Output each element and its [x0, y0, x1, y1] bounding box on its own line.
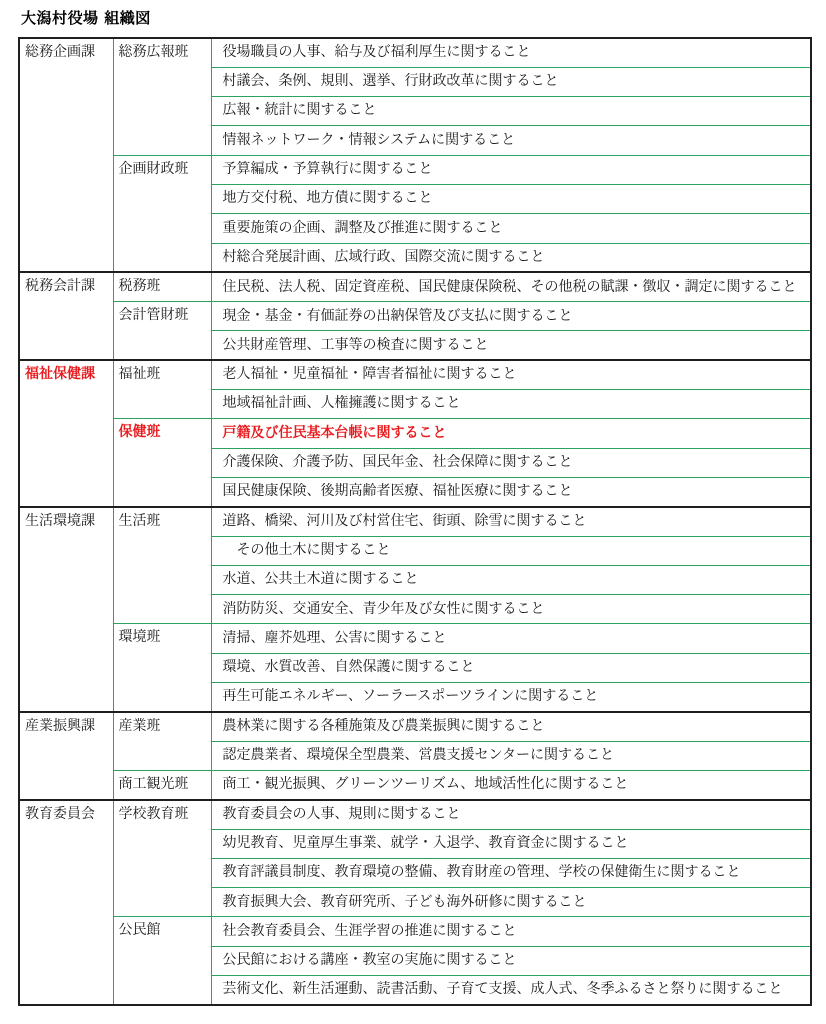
department-cell: 福祉保健課 [19, 360, 113, 506]
duty-cell: 情報ネットワーク・情報システムに関すること [211, 126, 811, 155]
section-cell: 総務広報班 [113, 38, 211, 155]
section-cell: 学校教育班 [113, 800, 211, 917]
section-cell: 生活班 [113, 507, 211, 624]
duty-cell: 環境、水質改善、自然保護に関すること [211, 653, 811, 682]
duty-cell: 住民税、法人税、固定資産税、国民健康保険税、その他税の賦課・徴収・調定に関すること [211, 272, 811, 301]
duty-cell: 清掃、塵芥処理、公害に関すること [211, 624, 811, 653]
section-cell: 企画財政班 [113, 155, 211, 272]
section-cell: 産業班 [113, 712, 211, 771]
duty-cell: 重要施策の企画、調整及び推進に関すること [211, 214, 811, 243]
section-cell: 環境班 [113, 624, 211, 712]
duty-cell: 介護保険、介護予防、国民年金、社会保障に関すること [211, 448, 811, 477]
page-title: 大潟村役場 組織図 [21, 9, 151, 27]
department-cell: 産業振興課 [19, 712, 113, 800]
duty-cell: 地方交付税、地方債に関すること [211, 184, 811, 213]
section-cell: 会計管財班 [113, 302, 211, 361]
duty-cell: 教育委員会の人事、規則に関すること [211, 800, 811, 829]
duty-cell: 村議会、条例、規則、選挙、行財政改革に関すること [211, 67, 811, 96]
department-cell: 税務会計課 [19, 272, 113, 360]
duty-cell: 社会教育委員会、生涯学習の推進に関すること [211, 917, 811, 946]
duty-cell: 現金・基金・有価証券の出納保管及び支払に関すること [211, 302, 811, 331]
table-row [19, 800, 811, 829]
section-cell: 福祉班 [113, 360, 211, 419]
duty-cell: 水道、公共土木道に関すること [211, 565, 811, 594]
table-row [19, 419, 811, 448]
duty-cell: 道路、橋梁、河川及び村営住宅、街頭、除雪に関すること [211, 507, 811, 536]
duty-cell: 戸籍及び住民基本台帳に関すること [211, 419, 811, 448]
org-chart-table [18, 37, 812, 1006]
duty-cell: 広報・統計に関すること [211, 97, 811, 126]
table-row [19, 38, 811, 67]
duty-cell: 役場職員の人事、給与及び福利厚生に関すること [211, 38, 811, 67]
duty-cell: 老人福祉・児童福祉・障害者福祉に関すること [211, 360, 811, 389]
table-row [19, 360, 811, 389]
duty-cell: 公民館における講座・教室の実施に関すること [211, 946, 811, 975]
duty-cell: 村総合発展計画、広域行政、国際交流に関すること [211, 243, 811, 272]
table-row [19, 917, 811, 946]
table-row [19, 507, 811, 536]
table-row [19, 155, 811, 184]
duty-cell: 国民健康保険、後期高齢者医療、福祉医療に関すること [211, 477, 811, 506]
section-cell: 税務班 [113, 272, 211, 301]
table-row [19, 770, 811, 799]
duty-cell: 教育評議員制度、教育環境の整備、教育財産の管理、学校の保健衛生に関すること [211, 858, 811, 887]
duty-cell: 芸術文化、新生活運動、読書活動、子育て支援、成人式、冬季ふるさと祭りに関すること [211, 976, 811, 1005]
department-cell: 教育委員会 [19, 800, 113, 1005]
table-row [19, 272, 811, 301]
duty-cell: 予算編成・予算執行に関すること [211, 155, 811, 184]
department-cell: 総務企画課 [19, 38, 113, 272]
duty-cell: 再生可能エネルギー、ソーラースポーツラインに関すること [211, 683, 811, 712]
duty-cell: 消防防災、交通安全、青少年及び女性に関すること [211, 595, 811, 624]
duty-cell: 幼児教育、児童厚生事業、就学・入退学、教育資金に関すること [211, 829, 811, 858]
duty-cell: 農林業に関する各種施策及び農業振興に関すること [211, 712, 811, 741]
duty-cell: 地域福祉計画、人権擁護に関すること [211, 390, 811, 419]
duty-cell: 教育振興大会、教育研究所、子ども海外研修に関すること [211, 888, 811, 917]
department-cell: 生活環境課 [19, 507, 113, 712]
table-row [19, 712, 811, 741]
table-row [19, 302, 811, 331]
table-row [19, 624, 811, 653]
duty-cell: 公共財産管理、工事等の検査に関すること [211, 331, 811, 360]
duty-cell: 商工・観光振興、グリーンツーリズム、地域活性化に関すること [211, 770, 811, 799]
section-cell: 公民館 [113, 917, 211, 1005]
section-cell: 保健班 [113, 419, 211, 507]
org-chart-body [19, 38, 811, 1005]
section-cell: 商工観光班 [113, 770, 211, 799]
duty-cell: その他土木に関すること [211, 536, 811, 565]
duty-cell: 認定農業者、環境保全型農業、営農支援センターに関すること [211, 741, 811, 770]
